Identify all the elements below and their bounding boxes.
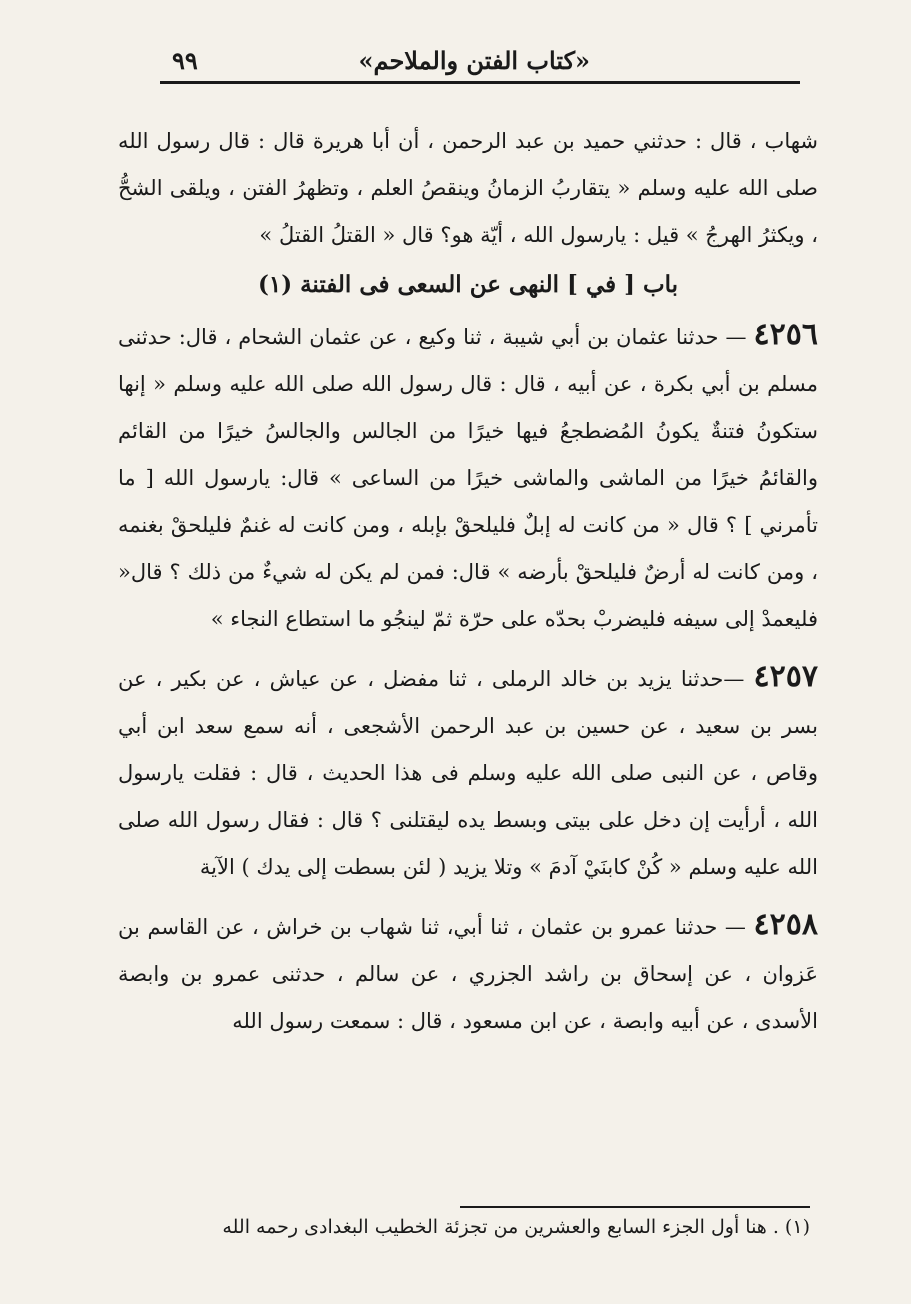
hadith-4258: [118, 901, 818, 1045]
footnote: (١) . هنا أول الجزء السابع والعشرين من تجزئة الخطيب البغدادى رحمه الله: [222, 1216, 810, 1238]
hadith-4257: [118, 653, 818, 891]
hadith-text-4258: — حدثنا عمرو بن عثمان ، ثنا أبي، ثنا شهاب بن خراش ، عن القاسم بن عَزوان ، عن إسحاق بن راشد الجزري ، عن سالم ، حدثنى عمرو بن وابصة الأسدى ، عن أبيه وابصة ، عن ابن مسعود ، قال : سمعت رسول الله: [118, 915, 818, 1033]
paragraph-intro: شهاب ، قال : حدثني حميد بن عبد الرحمن ، أن أبا هريرة قال : قال رسول الله صلى الله عليه وسلم « يتقاربُ الزمانُ وينقصُ العلم ، وتظهرُ الفتن ، ويلقى الشحُّ ، ويكثرُ الهرجُ » قيل : يارسول الله ، أيّة هو؟ قال « القتلُ القتلُ »: [118, 129, 818, 247]
hadith-number-4256: ٤٢٥٦: [753, 317, 818, 352]
chapter-heading: باب [ في ] النهى عن السعى فى الفتنة (١): [257, 271, 679, 298]
hadith-number-4258: ٤٢٥٨: [753, 907, 818, 942]
header-rule: [160, 81, 800, 84]
footnote-rule: [460, 1206, 810, 1208]
hadith-number-4257: ٤٢٥٧: [753, 659, 818, 694]
page-header: [160, 40, 800, 84]
hadith-text-4257: —حدثنا يزيد بن خالد الرملى ، ثنا مفضل ، عن عياش ، عن بكير ، عن بسر بن سعيد ، عن حسين بن عبد الرحمن الأشجعى ، أنه سمع سعد ابن أبي وقاص ، عن النبى صلى الله عليه وسلم فى هذا الحديث ، قال : فقلت يارسول الله ، أرأيت إن دخل على بيتى وبسط يده ليقتلنى ؟ قال : فقال رسول الله صلى الله عليه وسلم « كُنْ كابنَيْ آدمَ » وتلا يزيد ( لئن بسطت إلى يدك ) الآية: [118, 667, 818, 879]
hadith-text-4256: — حدثنا عثمان بن أبي شيبة ، ثنا وكيع ، عن عثمان الشحام ، قال: حدثنى مسلم بن أبي بكرة ، عن أبيه ، قال : قال رسول الله صلى الله عليه وسلم « إنها ستكونُ فتنةٌ يكونُ المُضطجعُ فيها خيرًا من الجالس والجالسُ خيرًا من القائم والقائمُ خيرًا من الماشى والماشى خيرًا من الساعى » قال: يارسول الله [ ما تأمرني ] ؟ قال « من كانت له إبلٌ فليلحقْ بإبله ، ومن كانت له غنمٌ فليلحقْ بغنمه ، ومن كانت له أرضٌ فليلحقْ بأرضه » قال: فمن لم يكن له شيءٌ من ذلك ؟ قال« فليعمدْ إلى سيفه فليضربْ بحدّه على حرّة ثمّ لينجُو ما استطاع النجاء »: [118, 325, 818, 631]
main-text: [118, 118, 818, 1045]
page-number: ٩٩: [172, 46, 198, 75]
running-title: «كتاب الفتن والملاحم»: [358, 46, 590, 75]
hadith-4256: [118, 311, 818, 643]
